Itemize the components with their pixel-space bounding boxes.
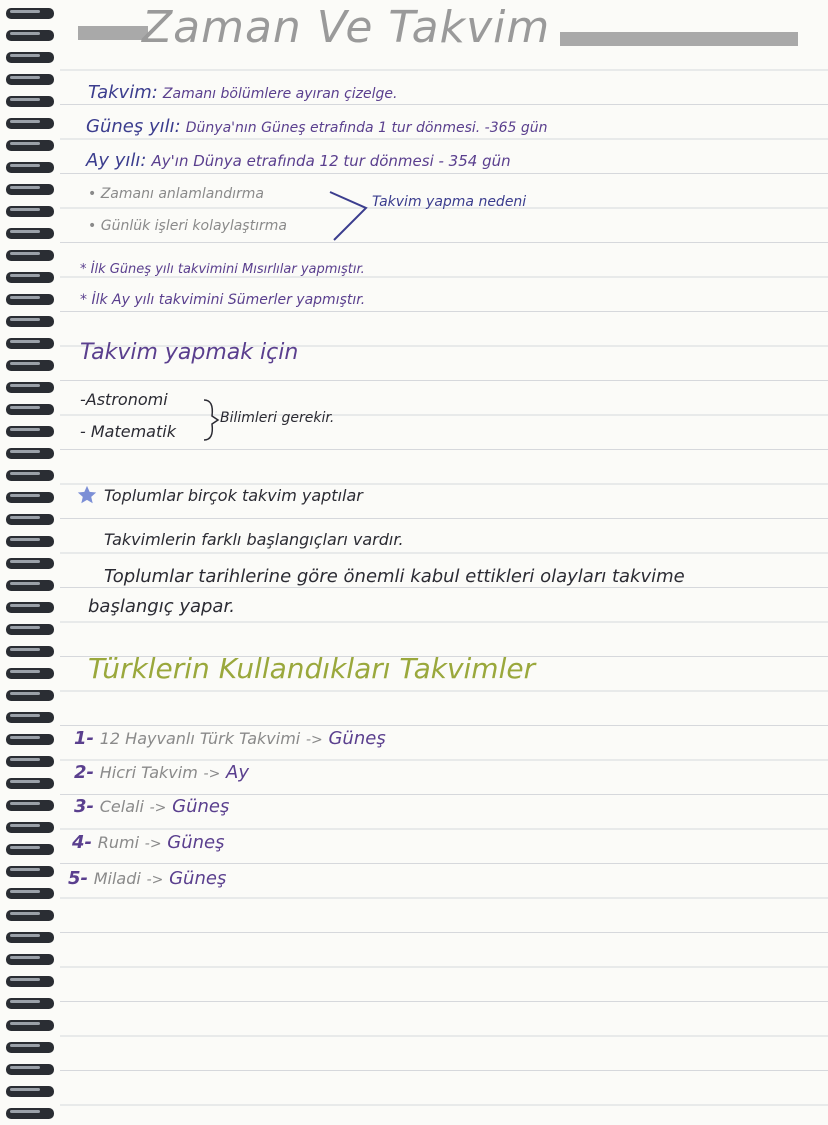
definition-ay-yili: Ay yılı: Ay'ın Dünya etrafında 12 tur dönmesi - 354 gün (86, 150, 511, 171)
paragraph-line: Toplumlar birçok takvim yaptılar (104, 486, 363, 505)
title-highlight-right (560, 32, 798, 46)
section-heading: Türklerin Kullandıkları Takvimler (88, 652, 536, 685)
bullet-item: • Günlük işleri kolaylaştırma (88, 218, 287, 234)
calendar-list-item: 4- Rumi -> Güneş (72, 832, 225, 853)
calendar-list-item: 2- Hicri Takvim -> Ay (74, 762, 250, 783)
star-icon (76, 484, 98, 506)
paragraph-line: başlangıç yapar. (88, 596, 235, 617)
bullet-note: Takvim yapma nedeni (372, 194, 527, 210)
page-title: Zaman Ve Takvim (142, 2, 551, 53)
fact-line: * İlk Güneş yılı takvimini Mısırlılar yapmıştır. (80, 262, 365, 277)
spiral-binding (0, 0, 70, 1125)
list-item: - Matematik (80, 422, 176, 441)
brace-mark (326, 188, 376, 244)
calendar-list-item: 1- 12 Hayvanlı Türk Takvimi -> Güneş (74, 728, 386, 749)
paragraph-line: Takvimlerin farklı başlangıçları vardır. (104, 530, 404, 549)
list-note: Bilimleri gerekir. (220, 410, 335, 426)
list-item: -Astronomi (80, 390, 168, 409)
bullet-item: • Zamanı anlamlandırma (88, 186, 264, 202)
calendar-list-item: 5- Miladi -> Güneş (68, 868, 227, 889)
definition-takvim: Takvim: Zamanı bölümlere ayıran çizelge. (88, 82, 398, 103)
section-heading: Takvim yapmak için (80, 340, 299, 365)
fact-line: * İlk Ay yılı takvimini Sümerler yapmıştır. (80, 292, 366, 308)
definition-gunes-yili: Güneş yılı: Dünya'nın Güneş etrafında 1 tur dönmesi. -365 gün (86, 116, 548, 137)
title-highlight-left (78, 26, 148, 40)
paragraph-line: Toplumlar tarihlerine göre önemli kabul ettikleri olayları takvime (104, 566, 685, 587)
calendar-list-item: 3- Celali -> Güneş (74, 796, 230, 817)
